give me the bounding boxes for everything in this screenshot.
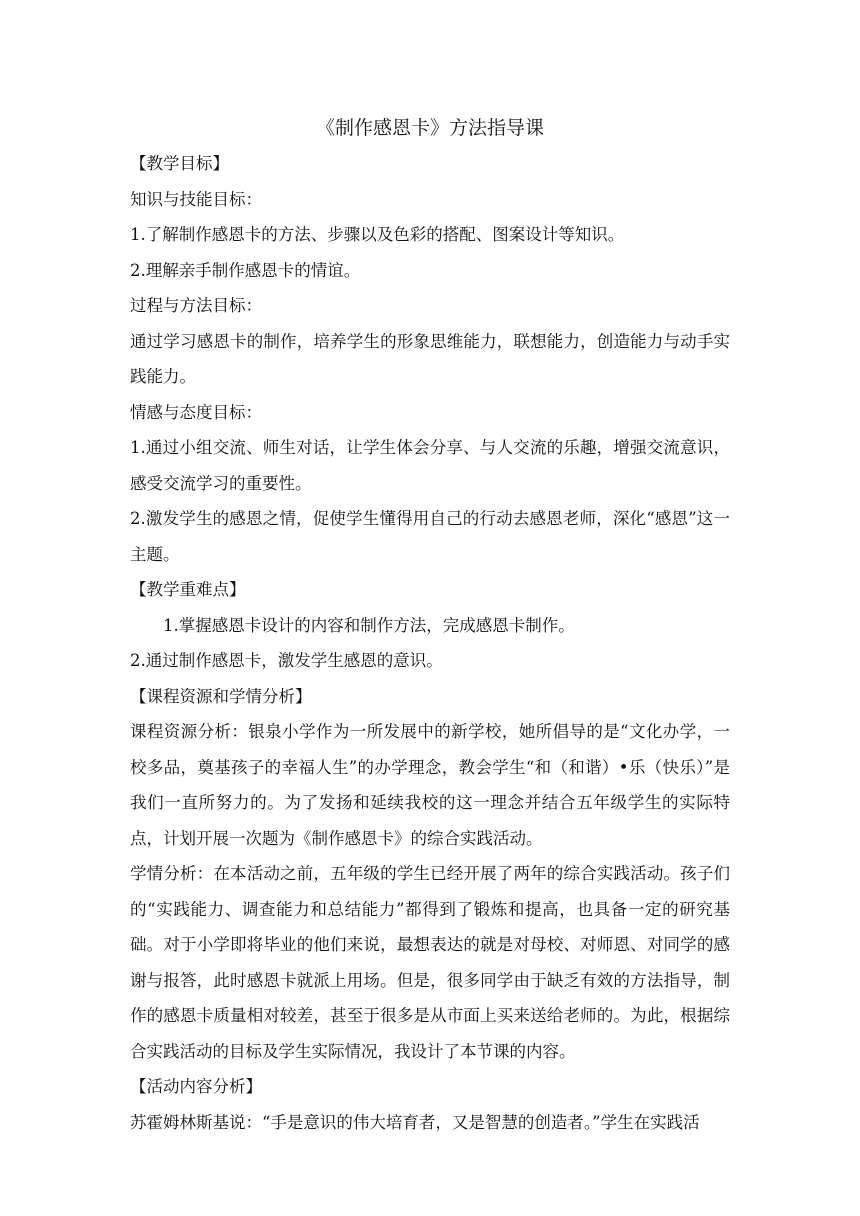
document-page bbox=[130, 110, 730, 1140]
key-point-1: 1.掌握感恩卡设计的内容和制作方法，完成感恩卡制作。 bbox=[163, 615, 575, 635]
subheading-knowledge: 知识与技能目标： bbox=[130, 189, 262, 209]
emotion-item-1: 1.通过小组交流、师生对话，让学生体会分享、与人交流的乐趣，增强交流意识，感受交流学习的重要性。 bbox=[130, 438, 730, 493]
learner-paragraph: 学情分析：在本活动之前，五年级的学生已经开展了两年的综合实践活动。孩子们的“实践能力、调查能力和总结能力”都得到了锻炼和提高，也具备一定的研究基础。对于小学即将毕业的他们来说，最想表达的就是对母校、对师恩、对同学的感谢与报答，此时感恩卡就派上用场。但是，很多同学由于缺乏有效的方法指导，制作的感恩卡质量相对较差，甚至于很多是从市面上买来送给老师的。为此，根据综合实践活动的目标及学生实际情况，我设计了本节课的内容。 bbox=[130, 864, 730, 1061]
section-heading-goals: 【教学目标】 bbox=[130, 154, 229, 173]
section-heading-resources: 【课程资源和学情分析】 bbox=[130, 686, 312, 706]
key-point-2: 2.通过制作感恩卡，激发学生感恩的意识。 bbox=[130, 651, 443, 670]
subheading-emotion: 情感与态度目标： bbox=[130, 402, 262, 422]
section-heading-activity: 【活动内容分析】 bbox=[130, 1077, 262, 1096]
emotion-item-2: 2.激发学生的感恩之情，促使学生懂得用自己的行动去感恩老师，深化“感恩”这一主题。 bbox=[130, 509, 730, 564]
subheading-process: 过程与方法目标： bbox=[130, 296, 262, 315]
document-title: 《制作感恩卡》方法指导课 bbox=[315, 117, 544, 139]
section-heading-key-points: 【教学重难点】 bbox=[130, 580, 246, 599]
process-paragraph: 通过学习感恩卡的制作，培养学生的形象思维能力，联想能力，创造能力与动手实践能力。 bbox=[130, 331, 730, 386]
resource-paragraph: 课程资源分析：银泉小学作为一所发展中的新学校，她所倡导的是“文化办学，一校多品，奠基孩子的幸福人生”的办学理念，教会学生“和（和谐）•乐（快乐）”是我们一直所努力的。为了发扬和延续我校的这一理念并结合五年级学生的实际特点，计划开展一次题为《制作感恩卡》的综合实践活动。 bbox=[130, 722, 730, 848]
knowledge-item-1: 1.了解制作感恩卡的方法、步骤以及色彩的搭配、图案设计等知识。 bbox=[130, 225, 625, 244]
activity-paragraph: 苏霍姆林斯基说：“手是意识的伟大培育者，又是智慧的创造者。”学生在实践活 bbox=[130, 1112, 700, 1132]
knowledge-item-2: 2.理解亲手制作感恩卡的情谊。 bbox=[130, 260, 361, 280]
